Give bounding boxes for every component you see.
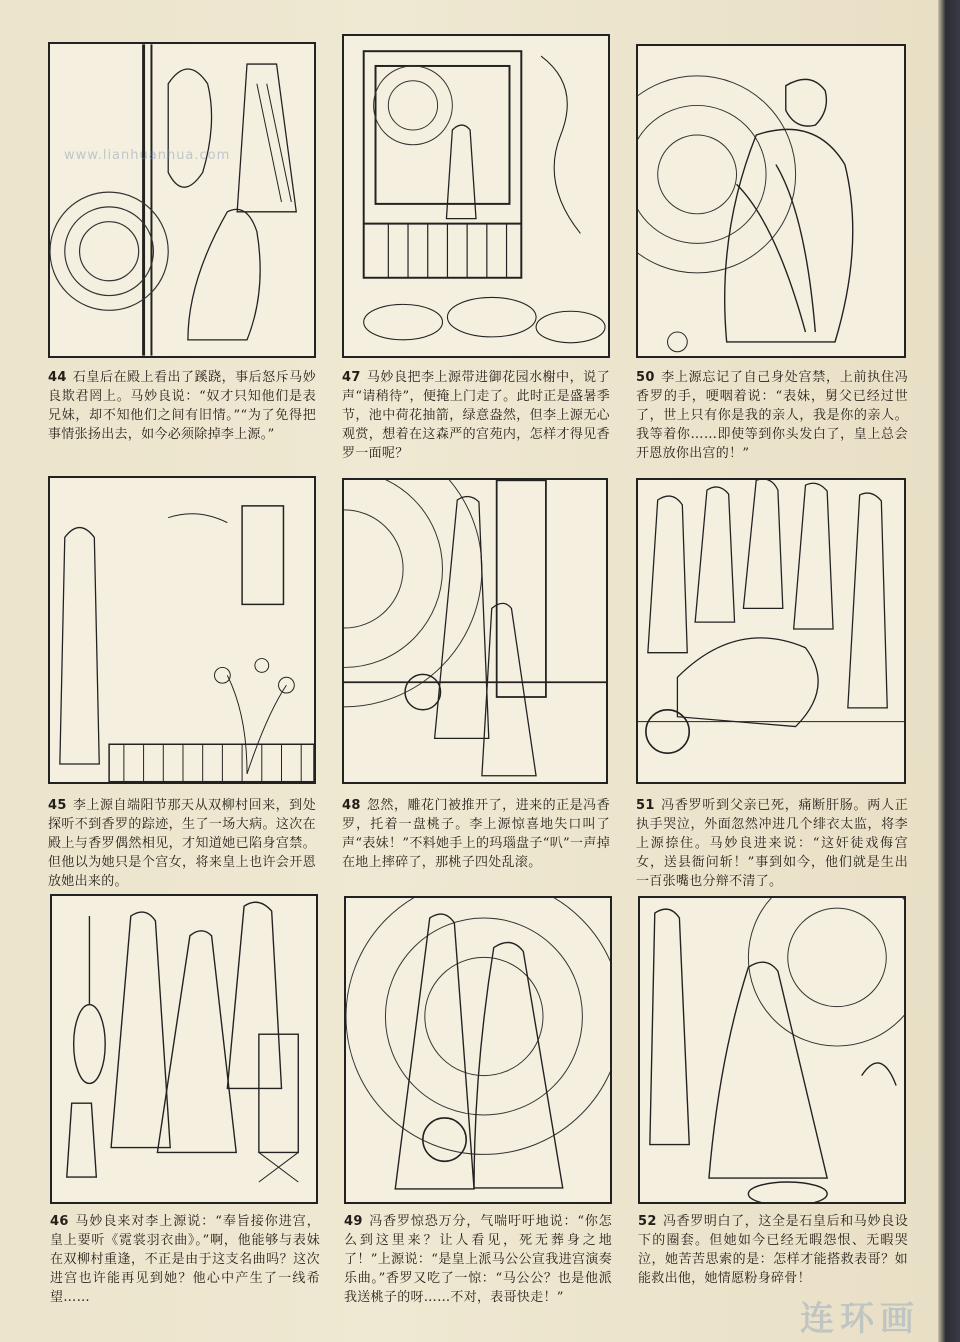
book-binding-edge [938, 0, 960, 1342]
embracing-couple-illustration [638, 46, 904, 356]
courtyard-illustration [50, 478, 314, 782]
panel-45-illustration [48, 476, 316, 784]
woman-enters-illustration [344, 480, 606, 782]
watermark-top: www.lianhuanhua.com [64, 148, 231, 163]
caption-48: 48 忽然，雕花门被推开了，进来的正是冯香罗，托着一盘桃子。李上源惊喜地失口叫了声“表妹！”不料她手上的玛瑙盘子“叭”一声掉在地上摔碎了，那桃子四处乱滚。 [342, 798, 610, 870]
garden-pavilion-illustration [344, 36, 608, 356]
panel-44-illustration [48, 42, 316, 358]
panel-50-illustration [636, 44, 906, 358]
palace-scene-illustration [50, 44, 314, 356]
panel-51-illustration [636, 478, 906, 784]
musicians-illustration [52, 896, 316, 1202]
grieving-woman-illustration [640, 898, 904, 1202]
caption-44: 44 石皇后在殿上看出了蹊跷，事后怒斥马妙良欺君罔上。马妙良说：“奴才只知他们是表兄妹，却不知他们之间有旧情。”“为了免得把事情张扬出去，如今必须除掉李上源。” [48, 370, 316, 442]
caption-49: 49 冯香罗惊恐万分，气喘吁吁地说：“你怎么到这里来？让人看见，死无葬身之地了！”上源说：“是皇上派马公公宣我进宫演奏乐曲。”香罗又吃了一惊：“马公公？也是他派我送桃子的呀……不对，表哥快走！” [344, 1214, 612, 1305]
caption-50: 50 李上源忘记了自己身处宫禁，上前执住冯香罗的手，哽咽着说：“表妹，舅父已经过世了，世上只有你是我的亲人，我是你的亲人。我等着你……即使等到你头发白了，皇上总会开恩放你出宫的！” [636, 370, 908, 461]
panel-49-illustration [344, 896, 612, 1204]
panel-52-illustration [638, 896, 906, 1204]
panel-47-illustration [342, 34, 610, 358]
panel-48-illustration [342, 478, 608, 784]
caption-46: 46 马妙良来对李上源说：“奉旨接你进宫，皇上要听《霓裳羽衣曲》。”啊，他能够与表妹在双柳村重逢，不正是由于这支名曲吗？这次进宫也许能再见到她？他心中产生了一线希望…… [50, 1214, 320, 1305]
caption-51: 51 冯香罗听到父亲已死，痛断肝肠。两人正执手哭泣，外面忽然冲进几个绯衣太监，将李上源捺住。马妙良进来说：“这奸徒戏侮宫女，送县衙问斩！”事到如今，他们就是生出一百张嘴也分辩不清了。 [636, 798, 908, 889]
caption-52: 52 冯香罗明白了，这全是石皇后和马妙良设下的圈套。但她如今已经无暇怨恨、无暇哭泣，她苦苦思索的是：怎样才能搭救表哥？如能救出他，她情愿粉身碎骨！ [638, 1214, 908, 1286]
watermark-bottom: 连环画 [800, 1299, 920, 1339]
caption-45: 45 李上源自端阳节那天从双柳村回来，到处探听不到香罗的踪迹，生了一场大病。这次在殿上与香罗偶然相见，才知道她已陷身宫禁。但他以为她只是个宫女，将来皇上也许会开恩放她出来的。 [48, 798, 316, 889]
caption-47: 47 马妙良把李上源带进御花园水榭中，说了声“请稍待”，便掩上门走了。此时正是盛暑季节，池中荷花抽箭，绿意盎然，但李上源无心观赏，想着在这森严的宫苑内，怎样才得见香罗一面呢？ [342, 370, 610, 461]
frightened-couple-illustration [346, 898, 610, 1202]
arrest-scene-illustration [638, 480, 904, 782]
panel-46-illustration [50, 894, 318, 1204]
